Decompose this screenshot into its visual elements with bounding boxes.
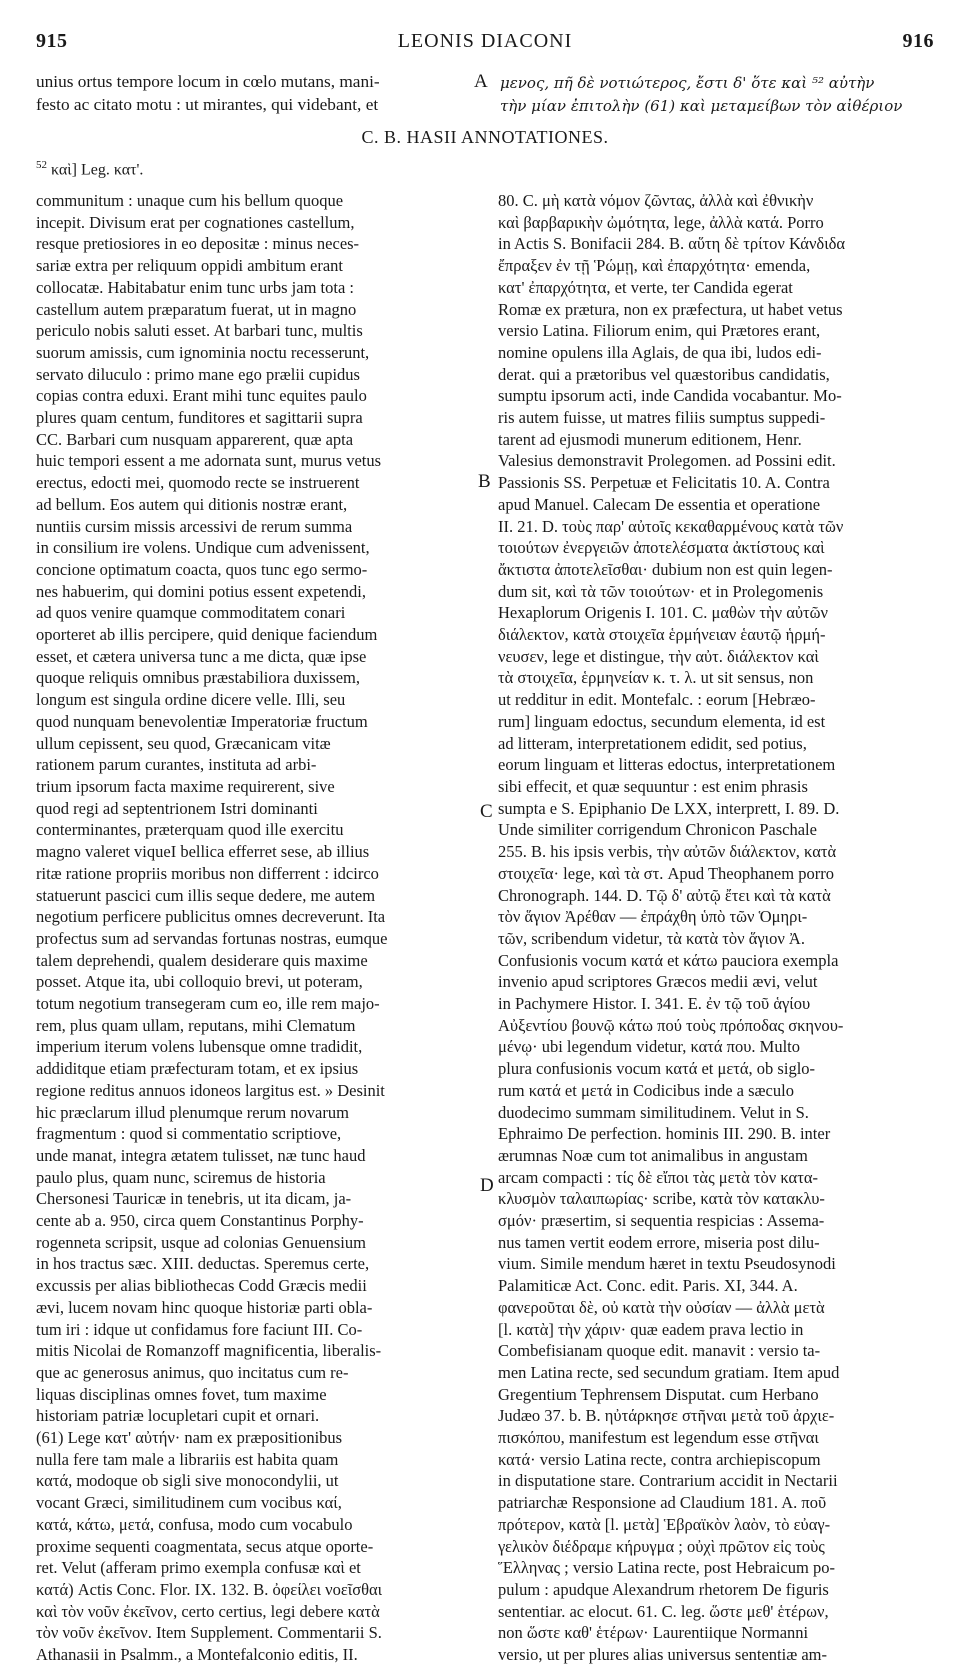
text-line: castellum autem præparatum fuerat, ut in magno (36, 299, 357, 319)
text-line: unde manat, integra ætatem tulisset, næ tunc haud (36, 1145, 366, 1165)
text-line: ritæ ratione propriis moribus non differrent : idcirco (36, 863, 379, 883)
text-line: Chronograph. 144. D. Τῷ δ' αὐτῷ ἔτει καὶ τὰ κατὰ (498, 885, 831, 905)
text-line: quod nunquam benevolentiæ Imperatoriæ fructum (36, 711, 368, 731)
text-line: conterminantes, præterquam quod ille exercitu (36, 820, 344, 840)
text-line: sariæ extra per reliquum oppidi ambitum erant (36, 256, 343, 276)
text-line: huic tempori essent a me adornata sunt, murus vetus (36, 451, 382, 471)
text-line: fragmentum : quod si commentatio scriptiove, (36, 1124, 342, 1144)
text-line: talem deprehendi, qualem desiderare quis maxime (36, 950, 368, 970)
text-line: proxime sequenti coagmentata, secus atque oporte- (36, 1536, 374, 1556)
text-line: 80. C. μὴ κατὰ νόμον ζῶντας, ἀλλὰ καὶ ἐθνικὴν (498, 191, 814, 210)
page-number-left: 915 (36, 30, 68, 52)
text-line: διάλεκτον, κατὰ στοιχεῖα ἑρμήνειαν ἑαυτῷ ἡρμή- (498, 625, 826, 645)
margin-letter-c: C (480, 801, 493, 822)
text-line: in Pachymere Histor. I. 341. E. ἐν τῷ τοῦ ἁγίου (498, 994, 811, 1014)
text-line: in consilium ire volens. Undique cum advenissent, (36, 538, 370, 558)
text-line: καὶ βαρβαρικὴν ὠμότητα, lege, ἀλλὰ κατά. Porro (498, 212, 824, 232)
text-line: nuntiis cursim missis arcessivi de rerum summa (36, 516, 353, 536)
text-line: Ἕλληνας ; versio Latina recte, post Hebraicum po- (498, 1558, 835, 1578)
text-line: posset. Atque ita, ubi colloquio brevi, ut poteram, (36, 972, 363, 992)
text-line: arcam compacti : τίς δὲ εἴποι τὰς μετὰ τὸν κατα- (498, 1167, 818, 1187)
text-line: rem, plus quam ullam, reputans, mihi Clematum (36, 1015, 356, 1035)
latin-text-line: unius ortus tempore locum in cœlo mutans, mani- (36, 72, 380, 91)
text-line: Hexaplorum Origenis I. 101. C. μαθὼν τὴν αὐτῶν (498, 603, 828, 623)
text-line: nomine opulens illa Aglais, de qua ibi, ludos edi- (498, 342, 822, 362)
text-line: cente ab a. 950, circa quem Constantinus Porphy- (36, 1211, 364, 1231)
text-line: excussis per alias bibliothecas Codd Græcis medii (36, 1276, 367, 1296)
text-line: Chersonesi Tauricæ in tenebris, ut ita dicam, ja- (36, 1189, 352, 1209)
text-line: tum iri : idque ut confidamus fore faciunt III. Co- (36, 1319, 363, 1339)
text-line: φανεροῦται δὲ, οὐ κατὰ τὴν οὐσίαν — ἀλλὰ μετὰ (498, 1297, 825, 1317)
text-line: men Latina recte, sed secundum gratiam. Item apud (498, 1362, 840, 1382)
text-line: Ephraimo De perfection. hominis III. 290. B. inter (498, 1124, 831, 1144)
text-line: sibi effecit, et quæ sequuntur : est enim phrasis (498, 776, 808, 796)
text-line: imperium iterum volens lubensque omne tradidit, (36, 1037, 363, 1057)
text-line: oporteret ab illis percipere, quid denique faciendum (36, 625, 378, 645)
margin-letter-a: A (474, 71, 488, 92)
text-line: collocatæ. Habitabatur enim tunc urbs jam tota : (36, 277, 354, 297)
text-line: non ὥστε καθ' ἑτέρων· Laurentiique Normanni (498, 1623, 809, 1643)
text-line: κατά, κάτω, μετά, confusa, modo cum vocabulo (36, 1514, 353, 1534)
text-line: mitis Nicolai de Romanzoff magnificentia, liberalis- (36, 1341, 382, 1361)
text-line: in Actis S. Bonifacii 284. B. αὕτη δὲ τρίτον Κάνδιδα (498, 234, 846, 254)
text-line: τὸν ἅγιον Ἀρέθαν — ἐπράχθη ὑπὸ τῶν Ὁμηρι- (498, 907, 808, 927)
text-line: tarent ad ejusmodi munerum editionem, Henr. (498, 429, 802, 449)
text-line: κατά· versio Latina recte, contra archiepiscopum (498, 1449, 821, 1469)
text-line: resque pretiosiores in eo depositæ : minus neces- (36, 234, 360, 254)
text-line: sumpta e S. Epiphanio De LXX, interprett, I. 89. D. (498, 798, 840, 818)
text-line: nes habuerim, qui domini potius essent expetendi, (36, 581, 366, 601)
text-line: que ac generosus animus, quo incitatus cum re- (36, 1362, 349, 1382)
text-line: γελικὸν διέδραμε κήρυγμα ; οὐχὶ πρῶτον εἰς τοὺς (498, 1536, 825, 1556)
text-line: invenio apud scriptores Græcos medii ævi, velut (498, 972, 818, 992)
text-line: communitum : unaque cum his bellum quoque (36, 191, 344, 210)
text-line: καὶ τὸν νοῦν ἐκεῖνον, certo certius, legi debere κατὰ (36, 1601, 380, 1621)
text-line: vium. Simile mendum hæret in textu Pseudosynodi (498, 1254, 836, 1274)
text-line: ad litteram, interpretationem edidit, sed potius, (498, 733, 807, 753)
footnote-text: καὶ] Leg. κατ'. (51, 161, 144, 179)
text-line: duodecimo summam similitudinem. Velut in S. (498, 1102, 809, 1122)
margin-letter-b: B (478, 471, 491, 492)
text-line: regione reditus annuos idoneos largitus est. » Desinit (36, 1080, 385, 1100)
text-line: negotium perficere publicitus omnes decreverunt. Ita (36, 907, 386, 927)
text-line: hic præclarum illud plenumque rerum novarum (36, 1102, 349, 1122)
text-line: liquas disciplinas omnes fovet, tum maxime (36, 1384, 327, 1404)
text-line: Αὐξεντίου βουνῷ κάτω πού τοὺς πρόποδας σκηνου- (498, 1015, 844, 1035)
text-line: in disputatione stare. Contrarium accidit in Nectarii (498, 1471, 838, 1491)
text-line: πρότερον, κατὰ [l. μετὰ] Ἑβραϊκὸν λαὸν, τὸ εὐαγ- (498, 1514, 831, 1534)
text-line: Valesius demonstravit Prolegomen. ad Possini edit. (498, 451, 836, 471)
text-line: versio, ut per plures alias universus sententiæ am- (498, 1645, 828, 1665)
text-line: κλυσμὸν ταλαιπωρίας· scribe, κατὰ τὸν κατακλυ- (498, 1189, 825, 1209)
footnote-number: 52 (36, 159, 47, 171)
text-line: pulum : apudque Alexandrum rhetorem De figuris (498, 1580, 829, 1599)
text-line: νευσεν, lege et distingue, τὴν αὐτ. διάλεκτον καὶ (498, 646, 819, 666)
text-line: magno valeret viqueI bellica efferret sese, ab illius (36, 842, 370, 862)
annotation-column-left (36, 190, 476, 1665)
text-line: Romæ ex prætura, non ex præfectura, ut habet vetus (498, 299, 843, 319)
text-line: plures quam centum, funditores et sagittarii supra (36, 408, 363, 428)
text-line: patriarchæ Responsione ad Claudium 181. A. ποῦ (498, 1493, 827, 1513)
text-line: versio Latina. Filiorum enim, qui Prætores erant, (498, 321, 821, 341)
text-line: statuerunt pascici cum illis seque dedere, me autem (36, 885, 376, 905)
text-line: rationem parum curantes, instituta ad arbi- (36, 755, 317, 775)
text-line: (61) Lege κατ' αὐτήν· nam ex præpositionibus (36, 1428, 343, 1448)
text-line: periculo nobis saluti esset. At barbari tunc, multis (36, 321, 363, 341)
text-line: σμόν· præsertim, si sequentia respicias : Assema- (498, 1211, 825, 1231)
text-line: πισκόπου, manifestum est legendum esse στῆναι (498, 1428, 819, 1448)
text-line: plura confusionis vocum κατά et μετά, ob siglo- (498, 1059, 816, 1079)
text-line: rum κατά et μετά in Codicibus inde a sæculo (498, 1080, 794, 1100)
text-line: ullum cepissent, seu quod, Græcanicam vitæ (36, 733, 331, 753)
text-line: historiam patriæ locupletari cupit et ornari. (36, 1406, 320, 1426)
text-line: τὸν νοῦν ἐκεῖνον. Item Supplement. Commentarii S. (36, 1623, 382, 1643)
text-line: ret. Velut (afferam primo exempla confusæ καὶ et (36, 1558, 361, 1578)
text-line: μένῳ· ubi legendum videtur, κατά που. Multo (498, 1037, 800, 1057)
text-line: Gregentium Tephrensem Disputat. cum Herbano (498, 1384, 819, 1404)
annotations-heading: C. B. HASII ANNOTATIONES. (361, 127, 609, 147)
text-line: rum] linguam edoctus, secundum elementa, id est (498, 711, 826, 731)
text-line: dum sit, καὶ τὰ τῶν τοιούτων· et in Prolegomenis (498, 581, 824, 601)
text-line: nus tamen vertit eodem errore, miseria post dilu- (498, 1232, 820, 1252)
text-line: Palamiticæ Act. Conc. edit. Paris. XI, 344. A. (498, 1276, 798, 1296)
page-number-right: 916 (902, 30, 934, 52)
text-line: ærumnas Noæ cum tot animalibus in angustam (498, 1145, 808, 1165)
text-line: Unde similiter corrigendum Chronicon Paschale (498, 820, 817, 840)
text-line: τῶν, scribendum videtur, τὰ κατὰ τὸν ἅγιον Ἀ. (498, 928, 805, 948)
text-line: τὰ στοιχεῖα, ἑρμηνείαν κ. τ. λ. ut sit sensus, non (498, 668, 814, 688)
text-line: in hos tractus sæc. XIII. deductas. Speremus certe, (36, 1254, 370, 1274)
text-line: derat. qui a prætoribus vel quæstoribus candidatis, (498, 364, 830, 384)
text-line: ad bellum. Eos autem qui ditionis nostræ erant, (36, 494, 348, 514)
greek-text-line: τὴν μίαν ἐπιτολὴν (61) καὶ μεταμείβων τὸν αἰθέριον (500, 97, 903, 115)
text-line: suorum amissis, cum ignominia noctu recesserunt, (36, 342, 370, 362)
text-line: erectus, edocti mei, quomodo recte se instruerent (36, 473, 360, 493)
running-title: LEONIS DIACONI (397, 30, 573, 52)
text-line: rogenneta scripsit, usque ad colonias Genuensium (36, 1232, 366, 1252)
text-line: κατά, modoque ob sigli sive monocondylii, ut (36, 1471, 339, 1491)
text-line: paulo plus, quam nunc, sciremus de historia (36, 1167, 326, 1187)
text-line: ris autem fuisse, ut matres filiis sumptus suppedi- (498, 408, 826, 428)
text-line: trium ipsorum facta maxime requirerent, sive (36, 776, 335, 796)
text-line: ἔπραξεν ἐν τῇ Ῥώμῃ, καὶ ἐπαρχότητα· emenda, (498, 256, 811, 276)
margin-letter-d: D (480, 1175, 494, 1196)
text-line: incepit. Divisum erat per cognationes castellum, (36, 212, 355, 232)
text-line: sumptu ipsorum acti, inde Candida vocabantur. Mo- (498, 386, 842, 406)
text-line: sententiar. ac elocut. 61. C. leg. ὥστε μεθ' ἑτέρων, (498, 1601, 829, 1621)
text-line: 255. B. his ipsis verbis, τὴν αὐτῶν διάλεκτον, κατὰ (498, 842, 837, 862)
latin-text-line: festo ac citato motu : ut mirantes, qui videbant, et (36, 95, 379, 114)
text-line: quoque reliquis omnibus præstabiliora duxissem, (36, 668, 361, 688)
text-line: copias contra eduxi. Erant mihi tunc equites paulo (36, 386, 367, 406)
text-line: totum negotium transegeram cum eo, ille rem majo- (36, 994, 380, 1014)
text-line: [l. κατὰ] τὴν χάριν· quæ eadem prava lectio in (498, 1319, 804, 1339)
text-line: nulla fere tam male a librariis est habita quam (36, 1449, 339, 1469)
text-line: κατ' ἐπαρχότητα, et verte, ter Candida egerat (498, 277, 793, 297)
greek-text-line: μενος, πῆ δὲ νοτιώτερος, ἔστι δ' ὅτε καὶ ⁵² αὐτὴν (500, 74, 875, 92)
text-line: Confusionis vocum κατά et κάτω pauciora exempla (498, 950, 839, 970)
text-line: στοιχεῖα· lege, καὶ τὰ στ. Apud Theophanem porro (498, 863, 834, 883)
text-line: servato diluculo : primo mane ego prælii cupidus (36, 364, 360, 384)
text-line: addiditque etiam præfecturam totam, et ex ipsius (36, 1059, 359, 1079)
text-line: τοιούτων ἐνεργειῶν ἀποτελέσματα ἀκτίστους καὶ (498, 538, 825, 558)
text-line: Athanasii in Psalmm., a Montefalconio editis, II. (36, 1645, 358, 1665)
text-line: concione optimatum coacta, quos tunc ego sermo- (36, 559, 368, 579)
text-line: ad quos venire quamque commoditatem conari (36, 603, 346, 623)
text-line: eorum linguam et litteras edoctus, interpretationem (498, 755, 836, 775)
text-line: longum est singula ordine dicere velle. Illi, seu (36, 690, 346, 710)
text-line: vocant Græci, similitudinem cum vocibus καί, (36, 1493, 342, 1513)
text-line: ævi, lucem novam hinc quoque historiæ parti obla- (36, 1297, 373, 1317)
text-line: quod regi ad septentrionem Istri dominanti (36, 798, 318, 818)
text-line: II. 21. D. τοὺς παρ' αὐτοῖς κεκαθαρμένους κατὰ τῶν (498, 516, 844, 536)
footnote (36, 154, 143, 181)
text-line: κατά) Actis Conc. Flor. IX. 132. B. ὀφείλει νοεῖσθαι (36, 1580, 383, 1599)
annotation-column-right (498, 190, 936, 1665)
text-line: ἄκτιστα ἀποτελεῖσθαι· dubium non est quin legen- (498, 559, 833, 579)
text-line: Passionis SS. Perpetuæ et Felicitatis 10. A. Contra (498, 473, 830, 493)
text-line: apud Manuel. Calecam De essentia et operatione (498, 494, 821, 514)
text-line: Judæo 37. b. B. ηὐτάρκησε στῆναι μετὰ τοῦ ἀρχιε- (498, 1406, 835, 1426)
text-line: ut redditur in edit. Montefalc. : eorum [Hebræo- (498, 690, 816, 710)
text-line: esset, et cætera universa tunc a me dicta, quæ ipse (36, 646, 367, 666)
text-line: CC. Barbari cum nusquam apparerent, quæ apta (36, 429, 354, 449)
text-line: profectus sum ad servandas fortunas nostras, eumque (36, 928, 388, 948)
text-line: Combefisianam quoque edit. manavit : versio ta- (498, 1341, 821, 1361)
